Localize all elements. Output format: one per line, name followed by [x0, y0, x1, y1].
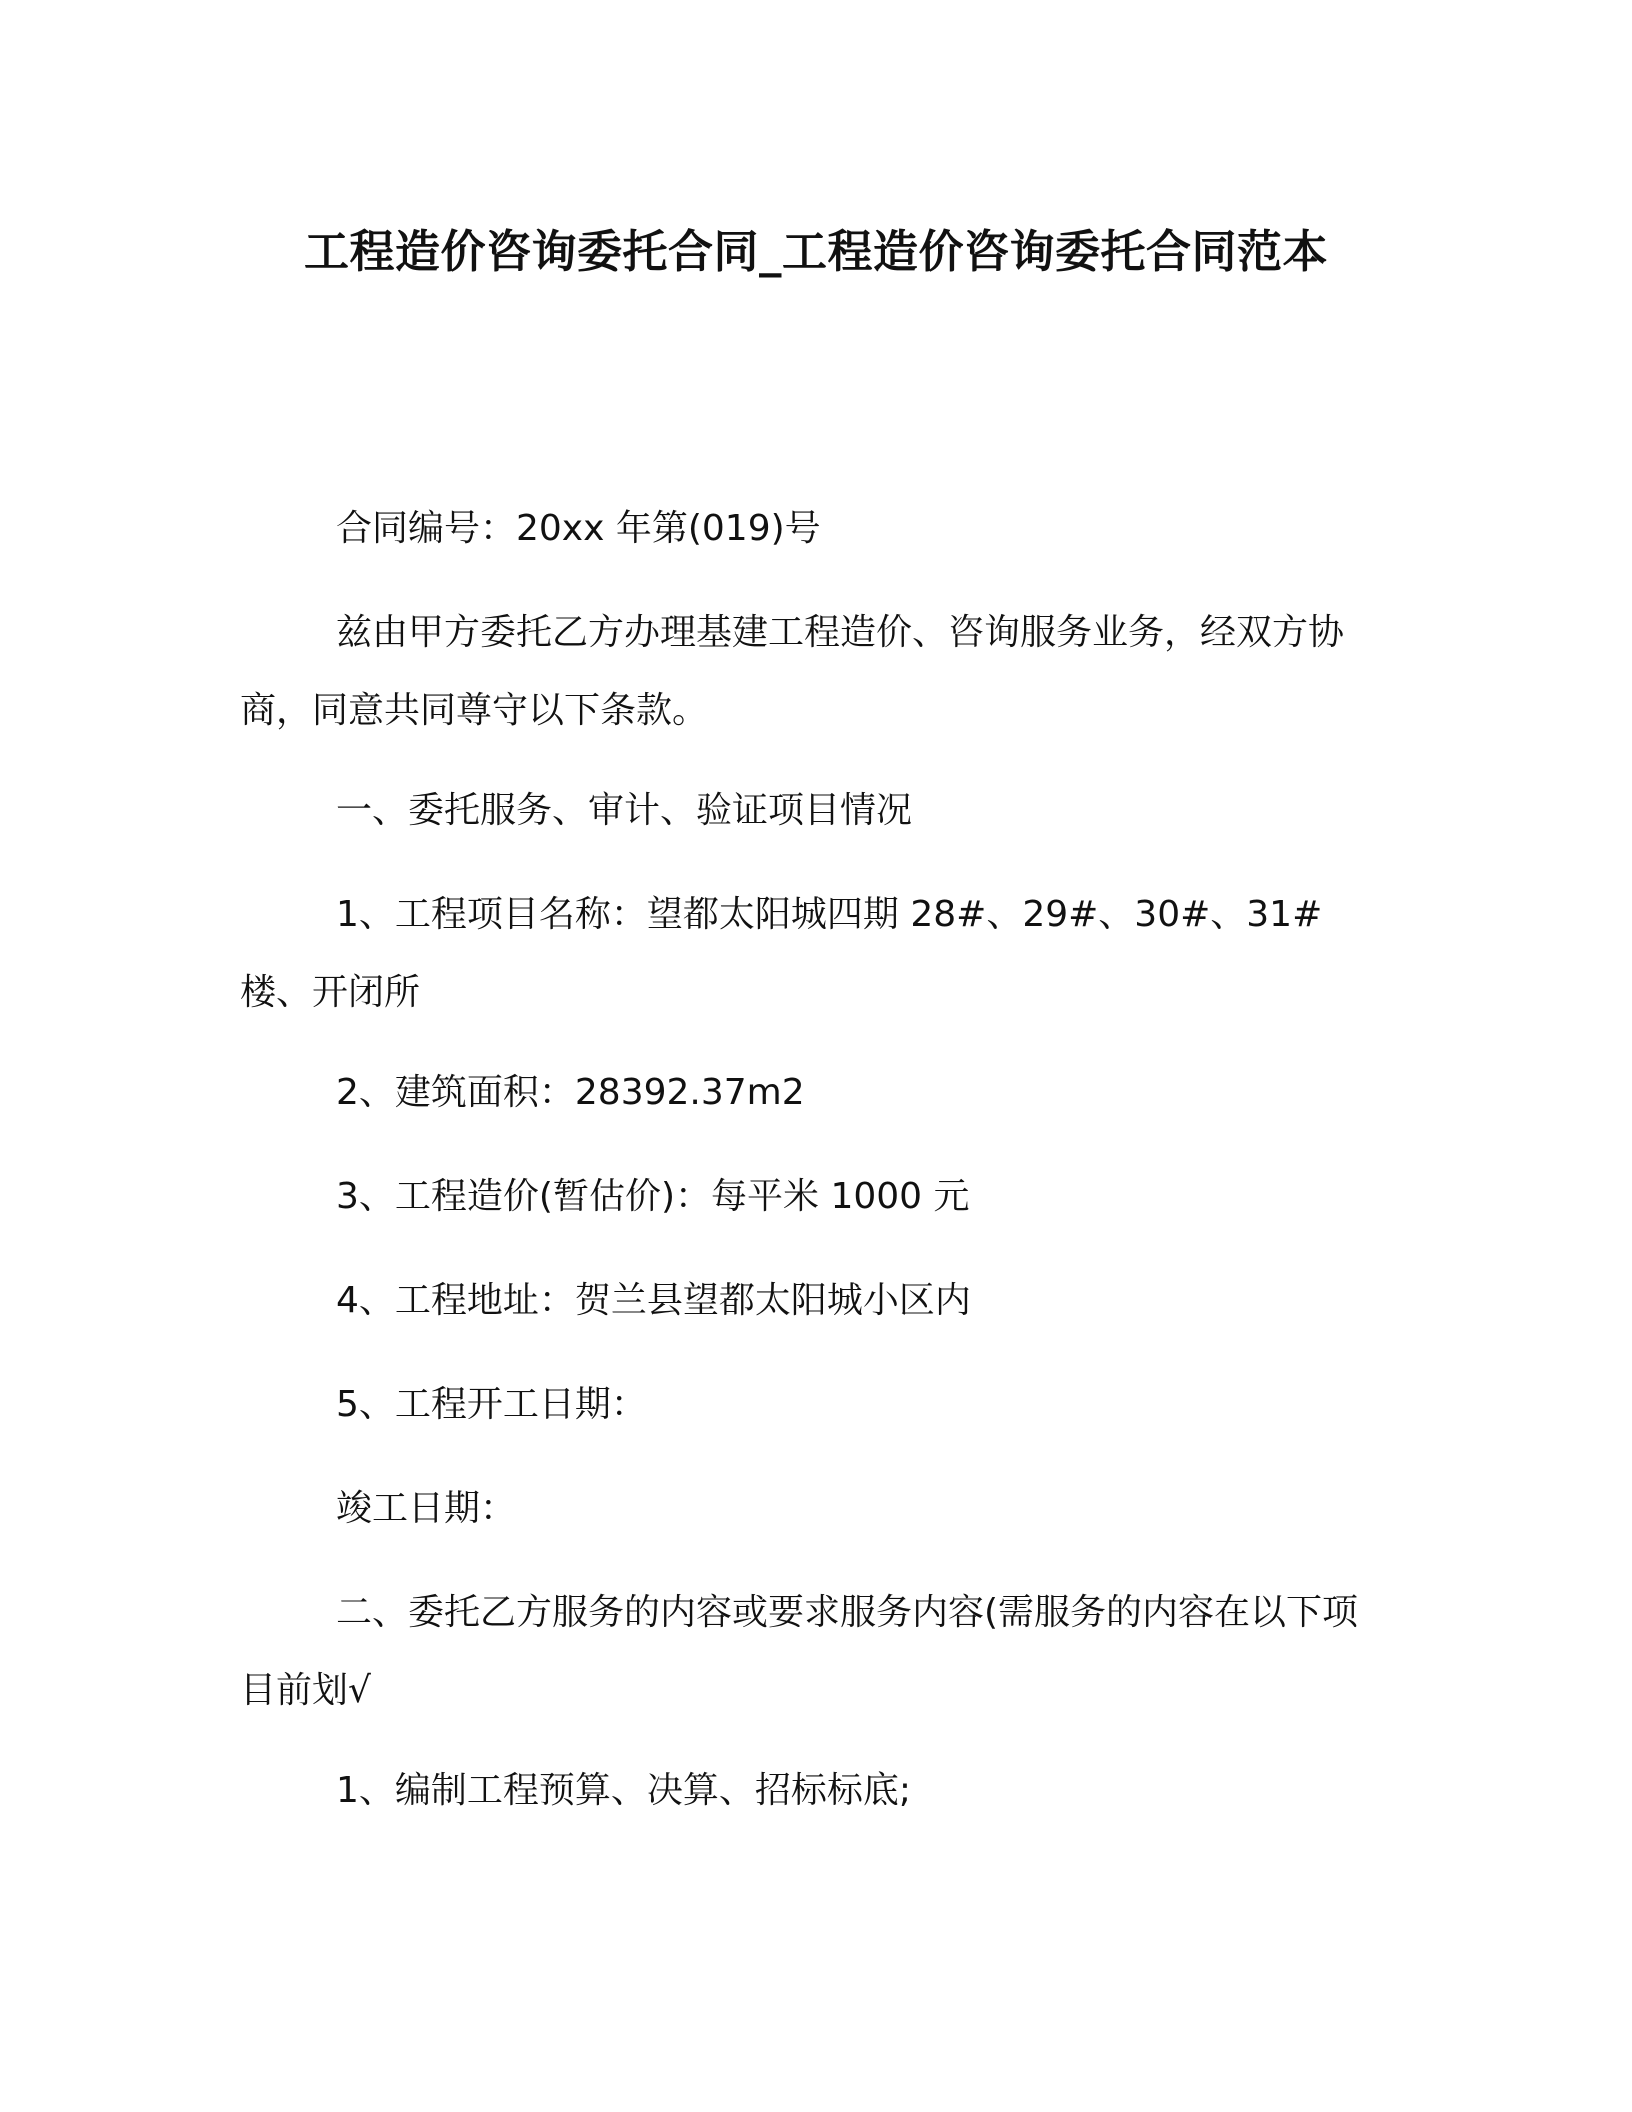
- document-title: 工程造价咨询委托合同_工程造价咨询委托合同范本: [303, 225, 1328, 278]
- service-item-1: 1、编制工程预算、决算、招标标底;: [336, 1770, 912, 1811]
- project-name: 1、工程项目名称：望都太阳城四期 28#、29#、30#、31#楼、开闭所: [240, 894, 1323, 1013]
- intro-paragraph: 兹由甲方委托乙方办理基建工程造价、咨询服务业务，经双方协商，同意共同尊守以下条款。: [240, 612, 1345, 731]
- section-heading-1: 一、委托服务、审计、验证项目情况: [336, 790, 913, 831]
- project-cost: 3、工程造价(暂估价)：每平米 1000 元: [336, 1176, 970, 1217]
- start-date: 5、工程开工日期：: [336, 1384, 647, 1425]
- section-heading-2: 二、委托乙方服务的内容或要求服务内容(需服务的内容在以下项目前划√: [240, 1592, 1359, 1711]
- contract-number: 合同编号：20xx 年第(019)号: [336, 508, 821, 549]
- project-address: 4、工程地址：贺兰县望都太阳城小区内: [336, 1280, 971, 1321]
- building-area: 2、建筑面积：28392.37m2: [336, 1072, 805, 1113]
- completion-date: 竣工日期：: [336, 1488, 517, 1529]
